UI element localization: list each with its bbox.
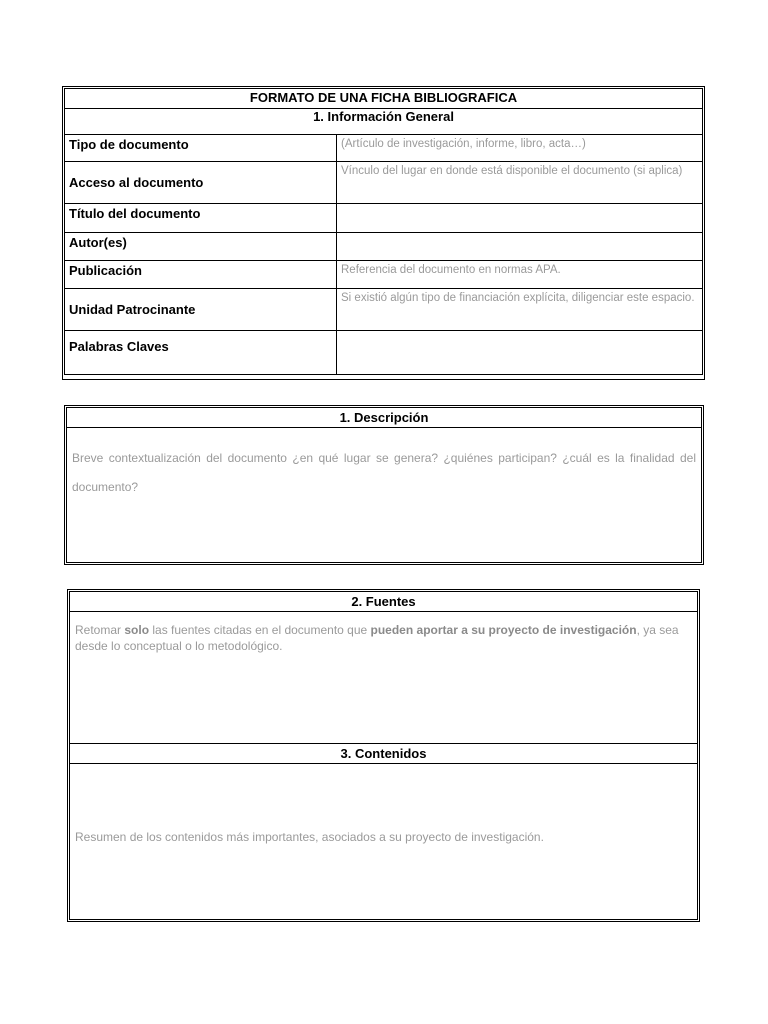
contenidos-title: 3. Contenidos [70,744,697,764]
row-value-acceso[interactable]: Vínculo del lugar en donde está disponible el documento (si aplica) [337,162,703,204]
row-label-tipo: Tipo de documento [65,135,337,162]
fuentes-text-bold: pueden aportar a su proyecto de investigación [370,623,637,637]
fuentes-text-part: Retomar [75,623,125,637]
fuentes-title: 2. Fuentes [70,592,697,612]
descripcion-box [64,405,704,565]
ficha-table [64,88,703,375]
fuentes-text-part: , ya sea desde lo conceptual o lo metodológico. [75,623,679,653]
descripcion-title: 1. Descripción [67,408,701,428]
row-label-acceso: Acceso al documento [65,162,337,204]
fuentes-text-bold: solo [124,623,150,637]
row-label-publicacion: Publicación [65,261,337,289]
section-info-general: 1. Información General [65,109,703,135]
row-label-titulo: Título del documento [65,204,337,233]
fuentes-contenidos-box [67,589,700,922]
row-value-tipo[interactable]: (Artículo de investigación, informe, libro, acta…) [337,135,703,162]
ficha-title: FORMATO DE UNA FICHA BIBLIOGRAFICA [65,89,703,109]
row-value-unidad[interactable]: Si existió algún tipo de financiación explícita, diligenciar este espacio. [337,289,703,331]
row-label-unidad: Unidad Patrocinante [65,289,337,331]
fuentes-text-part: las fuentes citadas en el documento que [149,623,371,637]
row-value-publicacion[interactable]: Referencia del documento en normas APA. [337,261,703,289]
row-label-autores: Autor(es) [65,233,337,261]
row-value-autores[interactable] [337,233,703,261]
row-value-palabras[interactable] [337,331,703,375]
contenidos-text[interactable]: Resumen de los contenidos más importantes, asociados a su proyecto de investigación. [75,830,544,844]
fuentes-text[interactable] [75,622,692,654]
row-label-palabras: Palabras Claves [65,331,337,375]
ficha-table-frame [62,86,705,380]
row-value-titulo[interactable] [337,204,703,233]
descripcion-text[interactable]: Breve contextualización del documento ¿en qué lugar se genera? ¿quiénes participan? ¿cuál es la finalidad del documento? [72,451,696,494]
